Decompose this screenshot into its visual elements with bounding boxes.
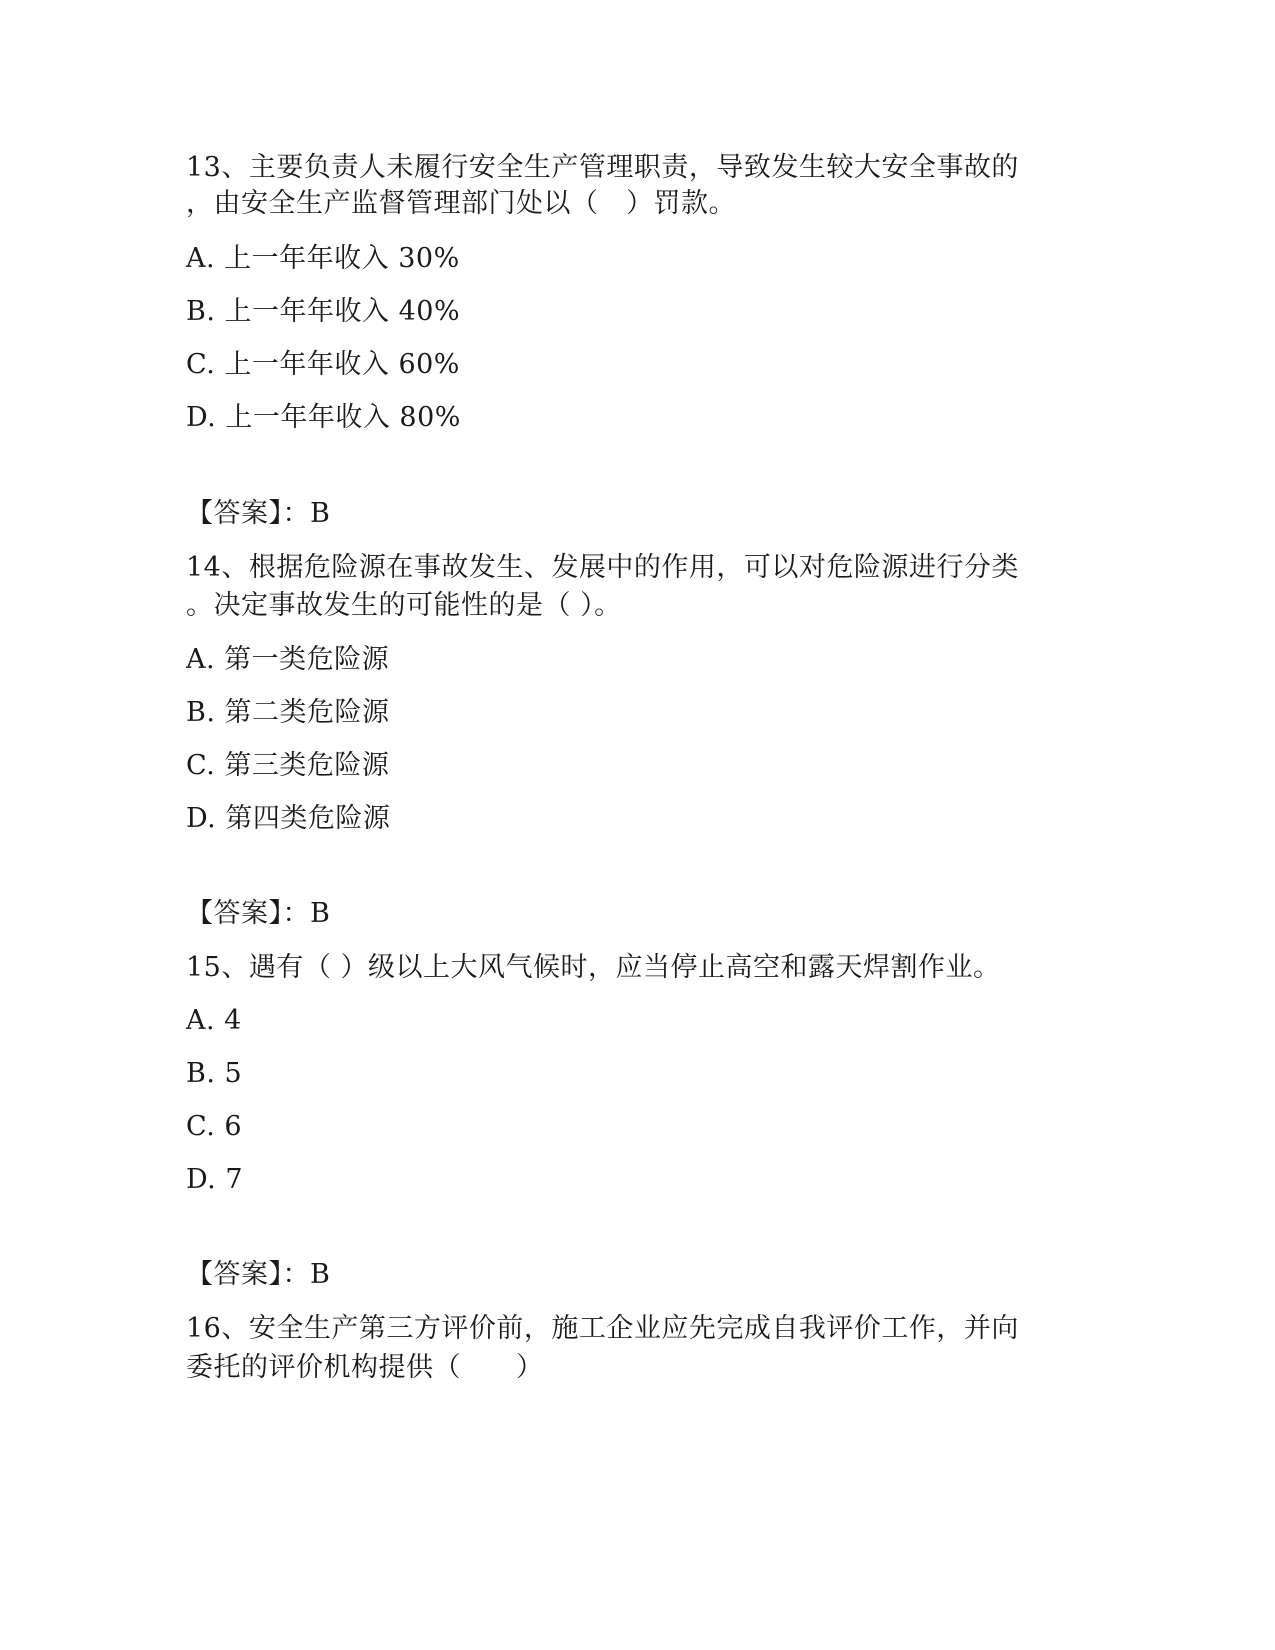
question-14-stem-line-1: 14、根据危险源在事故发生、发展中的作用，可以对危险源进行分类	[186, 552, 1019, 583]
question-15-option-c: C. 6	[186, 1111, 243, 1142]
question-14-option-c: C. 第三类危险源	[186, 750, 390, 781]
question-15-answer: 【答案】：B	[186, 1259, 331, 1290]
question-13-option-b: B. 上一年年收入 40%	[186, 296, 461, 327]
question-13-option-a: A. 上一年年收入 30%	[186, 243, 460, 274]
question-13-option-d: D. 上一年年收入 80%	[186, 402, 461, 433]
question-13-answer: 【答案】：B	[186, 498, 331, 529]
question-13-stem-line-2: ，由安全生产监督管理部门处以（ ）罚款。	[186, 188, 736, 219]
question-13-option-c: C. 上一年年收入 60%	[186, 349, 460, 380]
question-16-stem-line-2: 委托的评价机构提供（ ）	[186, 1352, 544, 1383]
question-14-option-a: A. 第一类危险源	[186, 644, 390, 675]
question-16-stem-line-1: 16、安全生产第三方评价前，施工企业应先完成自我评价工作，并向	[186, 1313, 1019, 1344]
question-15-option-b: B. 5	[186, 1058, 243, 1089]
question-15-stem-line-1: 15、遇有（ ）级以上大风气候时，应当停止高空和露天焊割作业。	[186, 952, 1001, 983]
question-14-option-b: B. 第二类危险源	[186, 697, 390, 728]
question-15-option-d: D. 7	[186, 1164, 244, 1195]
question-15-option-a: A. 4	[186, 1005, 242, 1036]
question-14-option-d: D. 第四类危险源	[186, 803, 391, 834]
question-13-stem-line-1: 13、主要负责人未履行安全生产管理职责，导致发生较大安全事故的	[186, 152, 1019, 183]
question-14-answer: 【答案】：B	[186, 898, 331, 929]
question-14-stem-line-2: 。决定事故发生的可能性的是（ ）。	[186, 590, 622, 621]
